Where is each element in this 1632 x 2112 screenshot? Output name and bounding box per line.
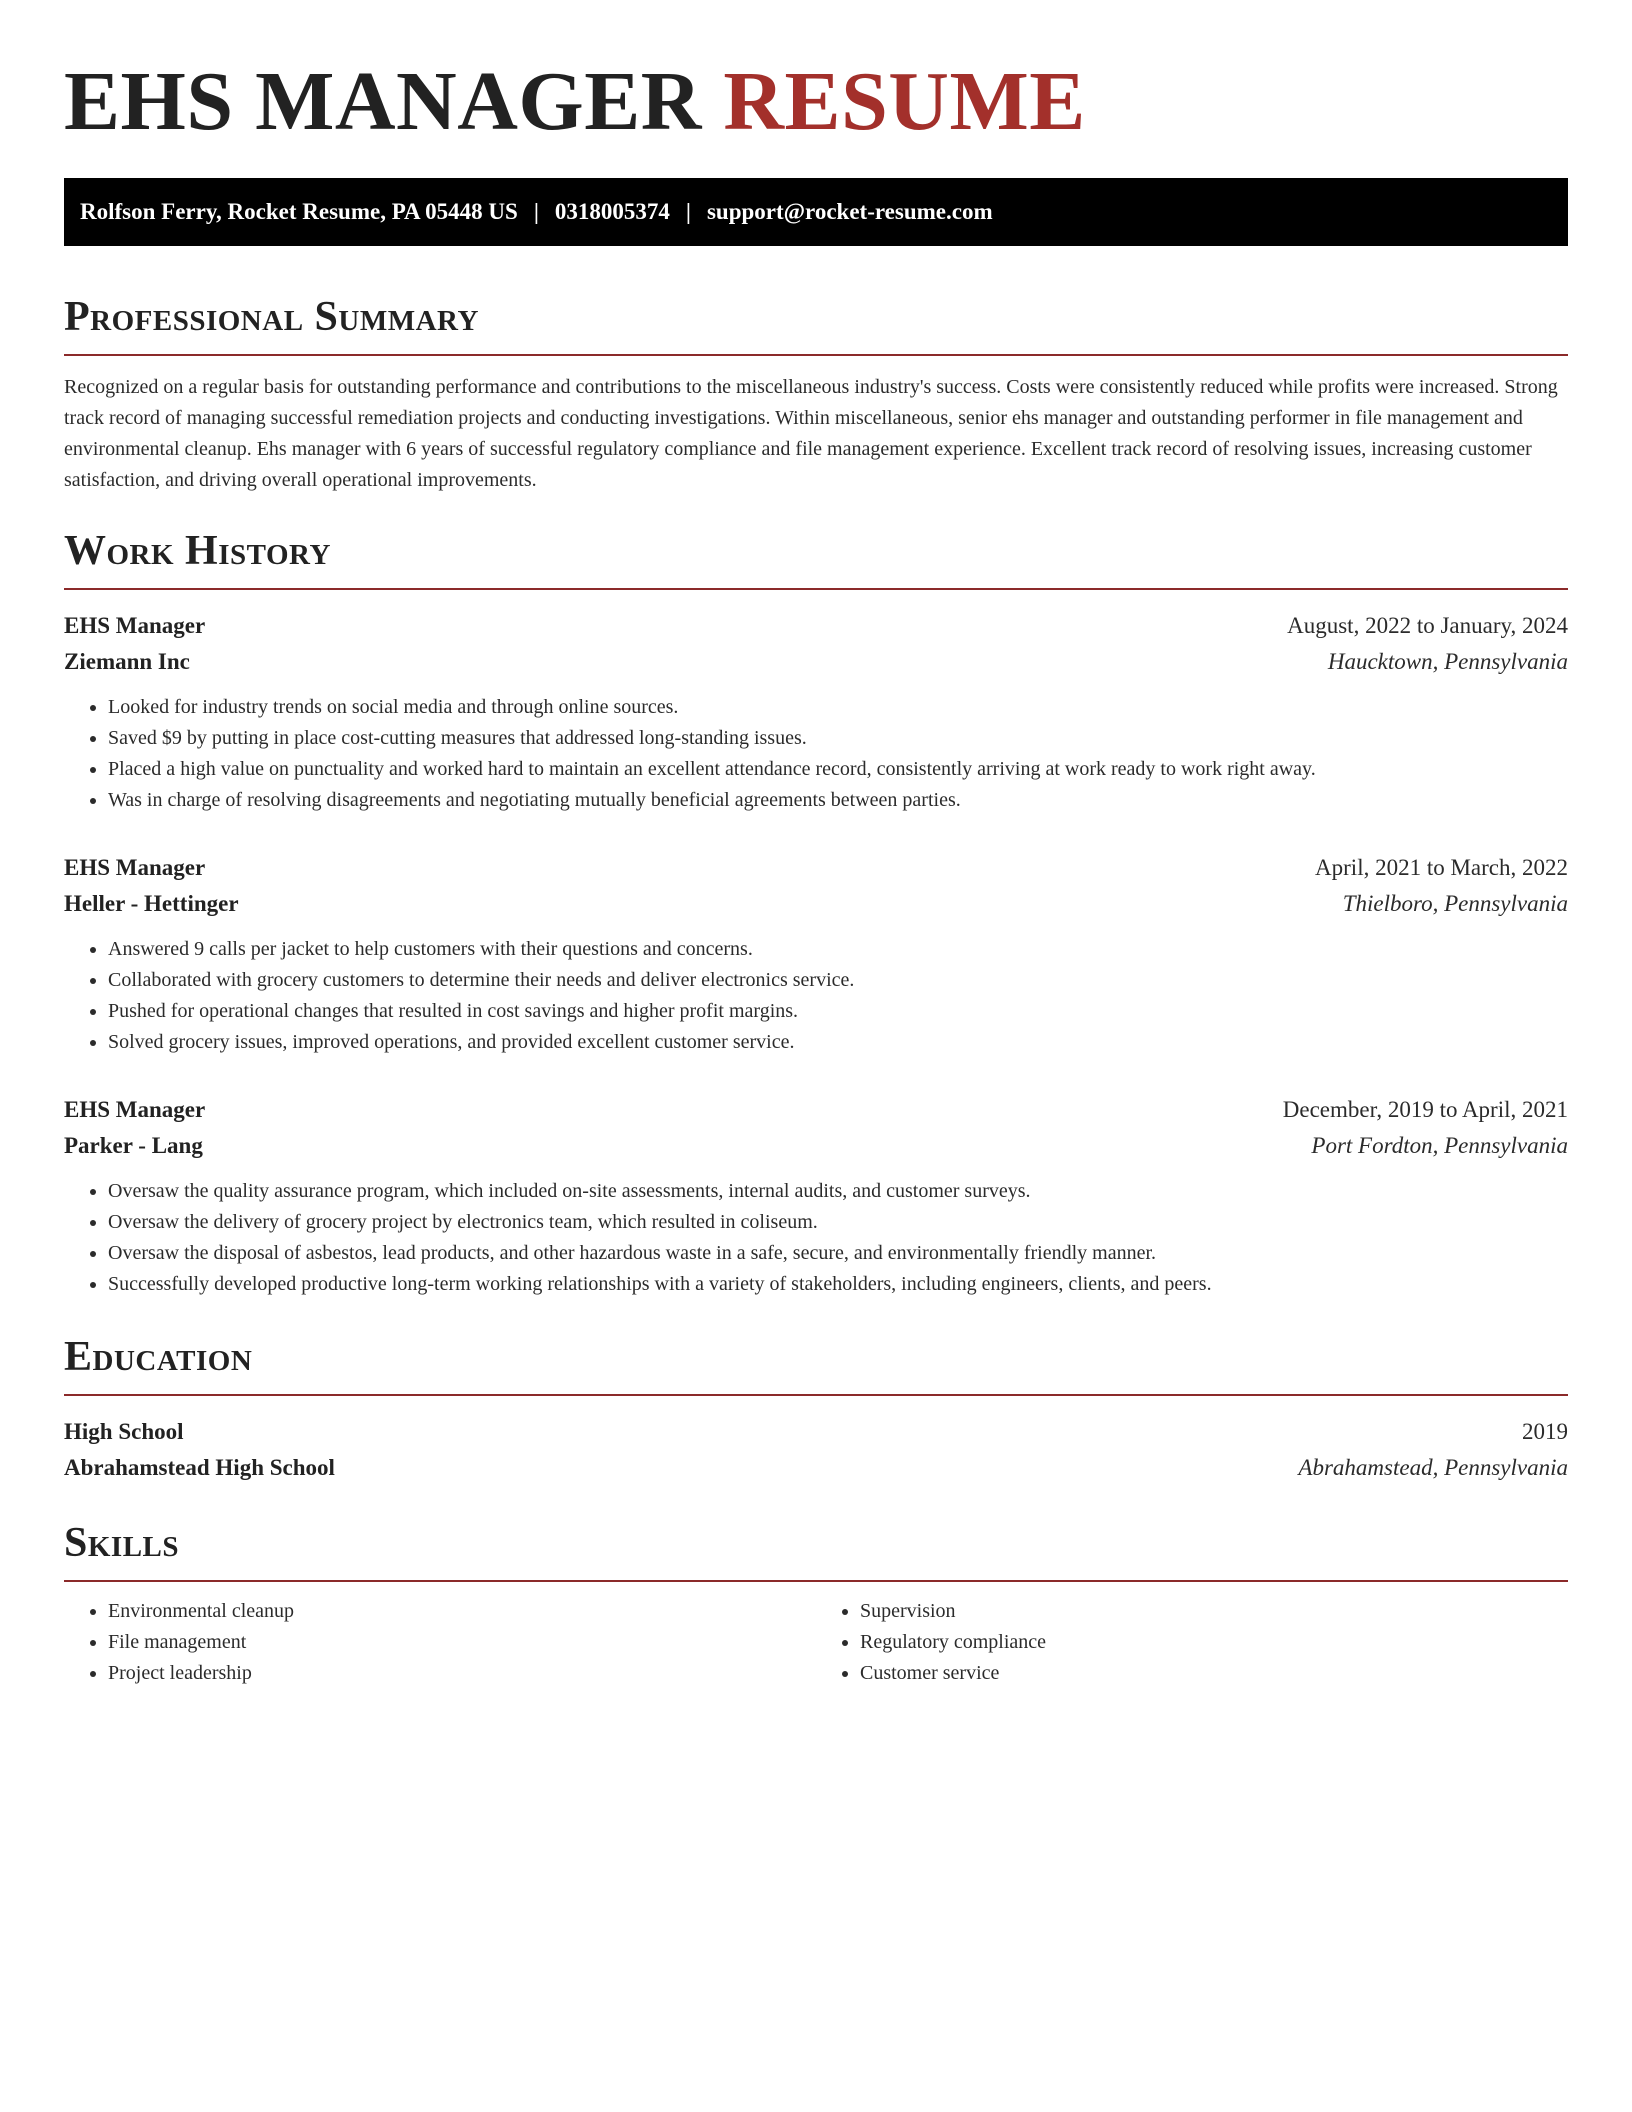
job-location: Haucktown, Pennsylvania <box>1327 649 1568 674</box>
contact-bar <box>64 178 1568 246</box>
list-item: • Pushed for operational changes that resulted in cost savings and higher profit margins. <box>108 996 1568 1027</box>
list-item: • Collaborated with grocery customers to determine their needs and deliver electronics service. <box>108 965 1568 996</box>
job-company: Heller - Hettinger <box>64 891 239 916</box>
list-item: • Solved grocery issues, improved operations, and provided excellent customer service. <box>108 1027 1568 1058</box>
skill-item: • Supervision <box>860 1596 1568 1627</box>
list-item: • Looked for industry trends on social media and through online sources. <box>108 692 1568 723</box>
list-item: • Answered 9 calls per jacket to help customers with their questions and concerns. <box>108 934 1568 965</box>
list-item: • Placed a high value on punctuality and worked hard to maintain an excellent attendance record, consistently arriving at work ready to work right away. <box>108 754 1568 785</box>
job-location: Port Fordton, Pennsylvania <box>1311 1133 1568 1158</box>
contact-address: Rolfson Ferry, Rocket Resume, PA 05448 US <box>80 199 518 224</box>
section-heading-education: Education <box>64 1334 253 1380</box>
section-divider <box>64 354 1568 356</box>
skill-item: • Customer service <box>860 1658 1568 1689</box>
job-entry <box>64 850 1568 1058</box>
section-divider <box>64 588 1568 590</box>
education-year: 2019 <box>1522 1419 1568 1444</box>
list-item: • Oversaw the disposal of asbestos, lead products, and other hazardous waste in a safe, secure, and environmentally friendly manner. <box>108 1238 1568 1269</box>
job-dates: December, 2019 to April, 2021 <box>1282 1097 1568 1122</box>
list-item: • Oversaw the delivery of grocery project by electronics team, which resulted in coliseum. <box>108 1207 1568 1238</box>
skill-item: • File management <box>108 1627 816 1658</box>
skills-column-left <box>64 1596 816 1689</box>
list-item: • Saved $9 by putting in place cost-cutting measures that addressed long-standing issues. <box>108 723 1568 754</box>
skill-item: • Project leadership <box>108 1658 816 1689</box>
education-entry <box>64 1414 1568 1486</box>
job-title: EHS Manager <box>64 855 206 880</box>
resume-title <box>64 52 1568 152</box>
section-heading-skills: Skills <box>64 1520 180 1566</box>
list-item: • Was in charge of resolving disagreements and negotiating mutually beneficial agreements between parties. <box>108 785 1568 816</box>
education-location: Abrahamstead, Pennsylvania <box>1298 1455 1568 1480</box>
skill-item: • Environmental cleanup <box>108 1596 816 1627</box>
title-main: EHS MANAGER <box>64 55 702 148</box>
job-dates: April, 2021 to March, 2022 <box>1315 855 1568 880</box>
section-divider <box>64 1394 1568 1396</box>
job-entry <box>64 608 1568 816</box>
education-section <box>64 1330 1568 1486</box>
contact-email: support@rocket-resume.com <box>706 199 993 224</box>
job-company: Ziemann Inc <box>64 649 190 674</box>
job-bullets <box>64 692 1568 816</box>
skills-section <box>64 1516 1568 1689</box>
summary-text: Recognized on a regular basis for outstanding performance and contributions to the miscellaneous industry's success. Costs were consistently reduced while profits were increased. Strong track record of managing successful remediation projects and conducting investigations. Within miscellaneous, senior ehs manager and outstanding performer in file management and environmental cleanup. Ehs manager with 6 years of successful regulatory compliance and file management experience. Excellent track record of resolving issues, increasing customer satisfaction, and driving overall operational improvements. <box>64 376 1558 491</box>
section-divider <box>64 1580 1568 1582</box>
section-heading-work: Work History <box>64 528 331 574</box>
contact-separator: | <box>685 199 691 224</box>
professional-summary-section <box>64 290 1568 496</box>
job-company: Parker - Lang <box>64 1133 203 1158</box>
skills-column-right <box>816 1596 1568 1689</box>
title-accent: RESUME <box>723 55 1086 148</box>
job-location: Thielboro, Pennsylvania <box>1342 891 1568 916</box>
section-heading-summary: Professional Summary <box>64 294 479 340</box>
job-bullets <box>64 934 1568 1058</box>
education-degree: High School <box>64 1419 184 1444</box>
work-history-section <box>64 524 1568 1300</box>
job-title: EHS Manager <box>64 613 206 638</box>
job-entry <box>64 1092 1568 1300</box>
skill-item: • Regulatory compliance <box>860 1627 1568 1658</box>
list-item: • Oversaw the quality assurance program, which included on-site assessments, internal audits, and customer surveys. <box>108 1176 1568 1207</box>
list-item: • Successfully developed productive long-term working relationships with a variety of stakeholders, including engineers, clients, and peers. <box>108 1269 1568 1300</box>
contact-separator: | <box>533 199 539 224</box>
contact-phone: 0318005374 <box>554 199 670 224</box>
education-school: Abrahamstead High School <box>64 1455 335 1480</box>
job-title: EHS Manager <box>64 1097 206 1122</box>
skills-grid <box>64 1596 1568 1689</box>
job-bullets <box>64 1176 1568 1300</box>
job-dates: August, 2022 to January, 2024 <box>1287 613 1568 638</box>
